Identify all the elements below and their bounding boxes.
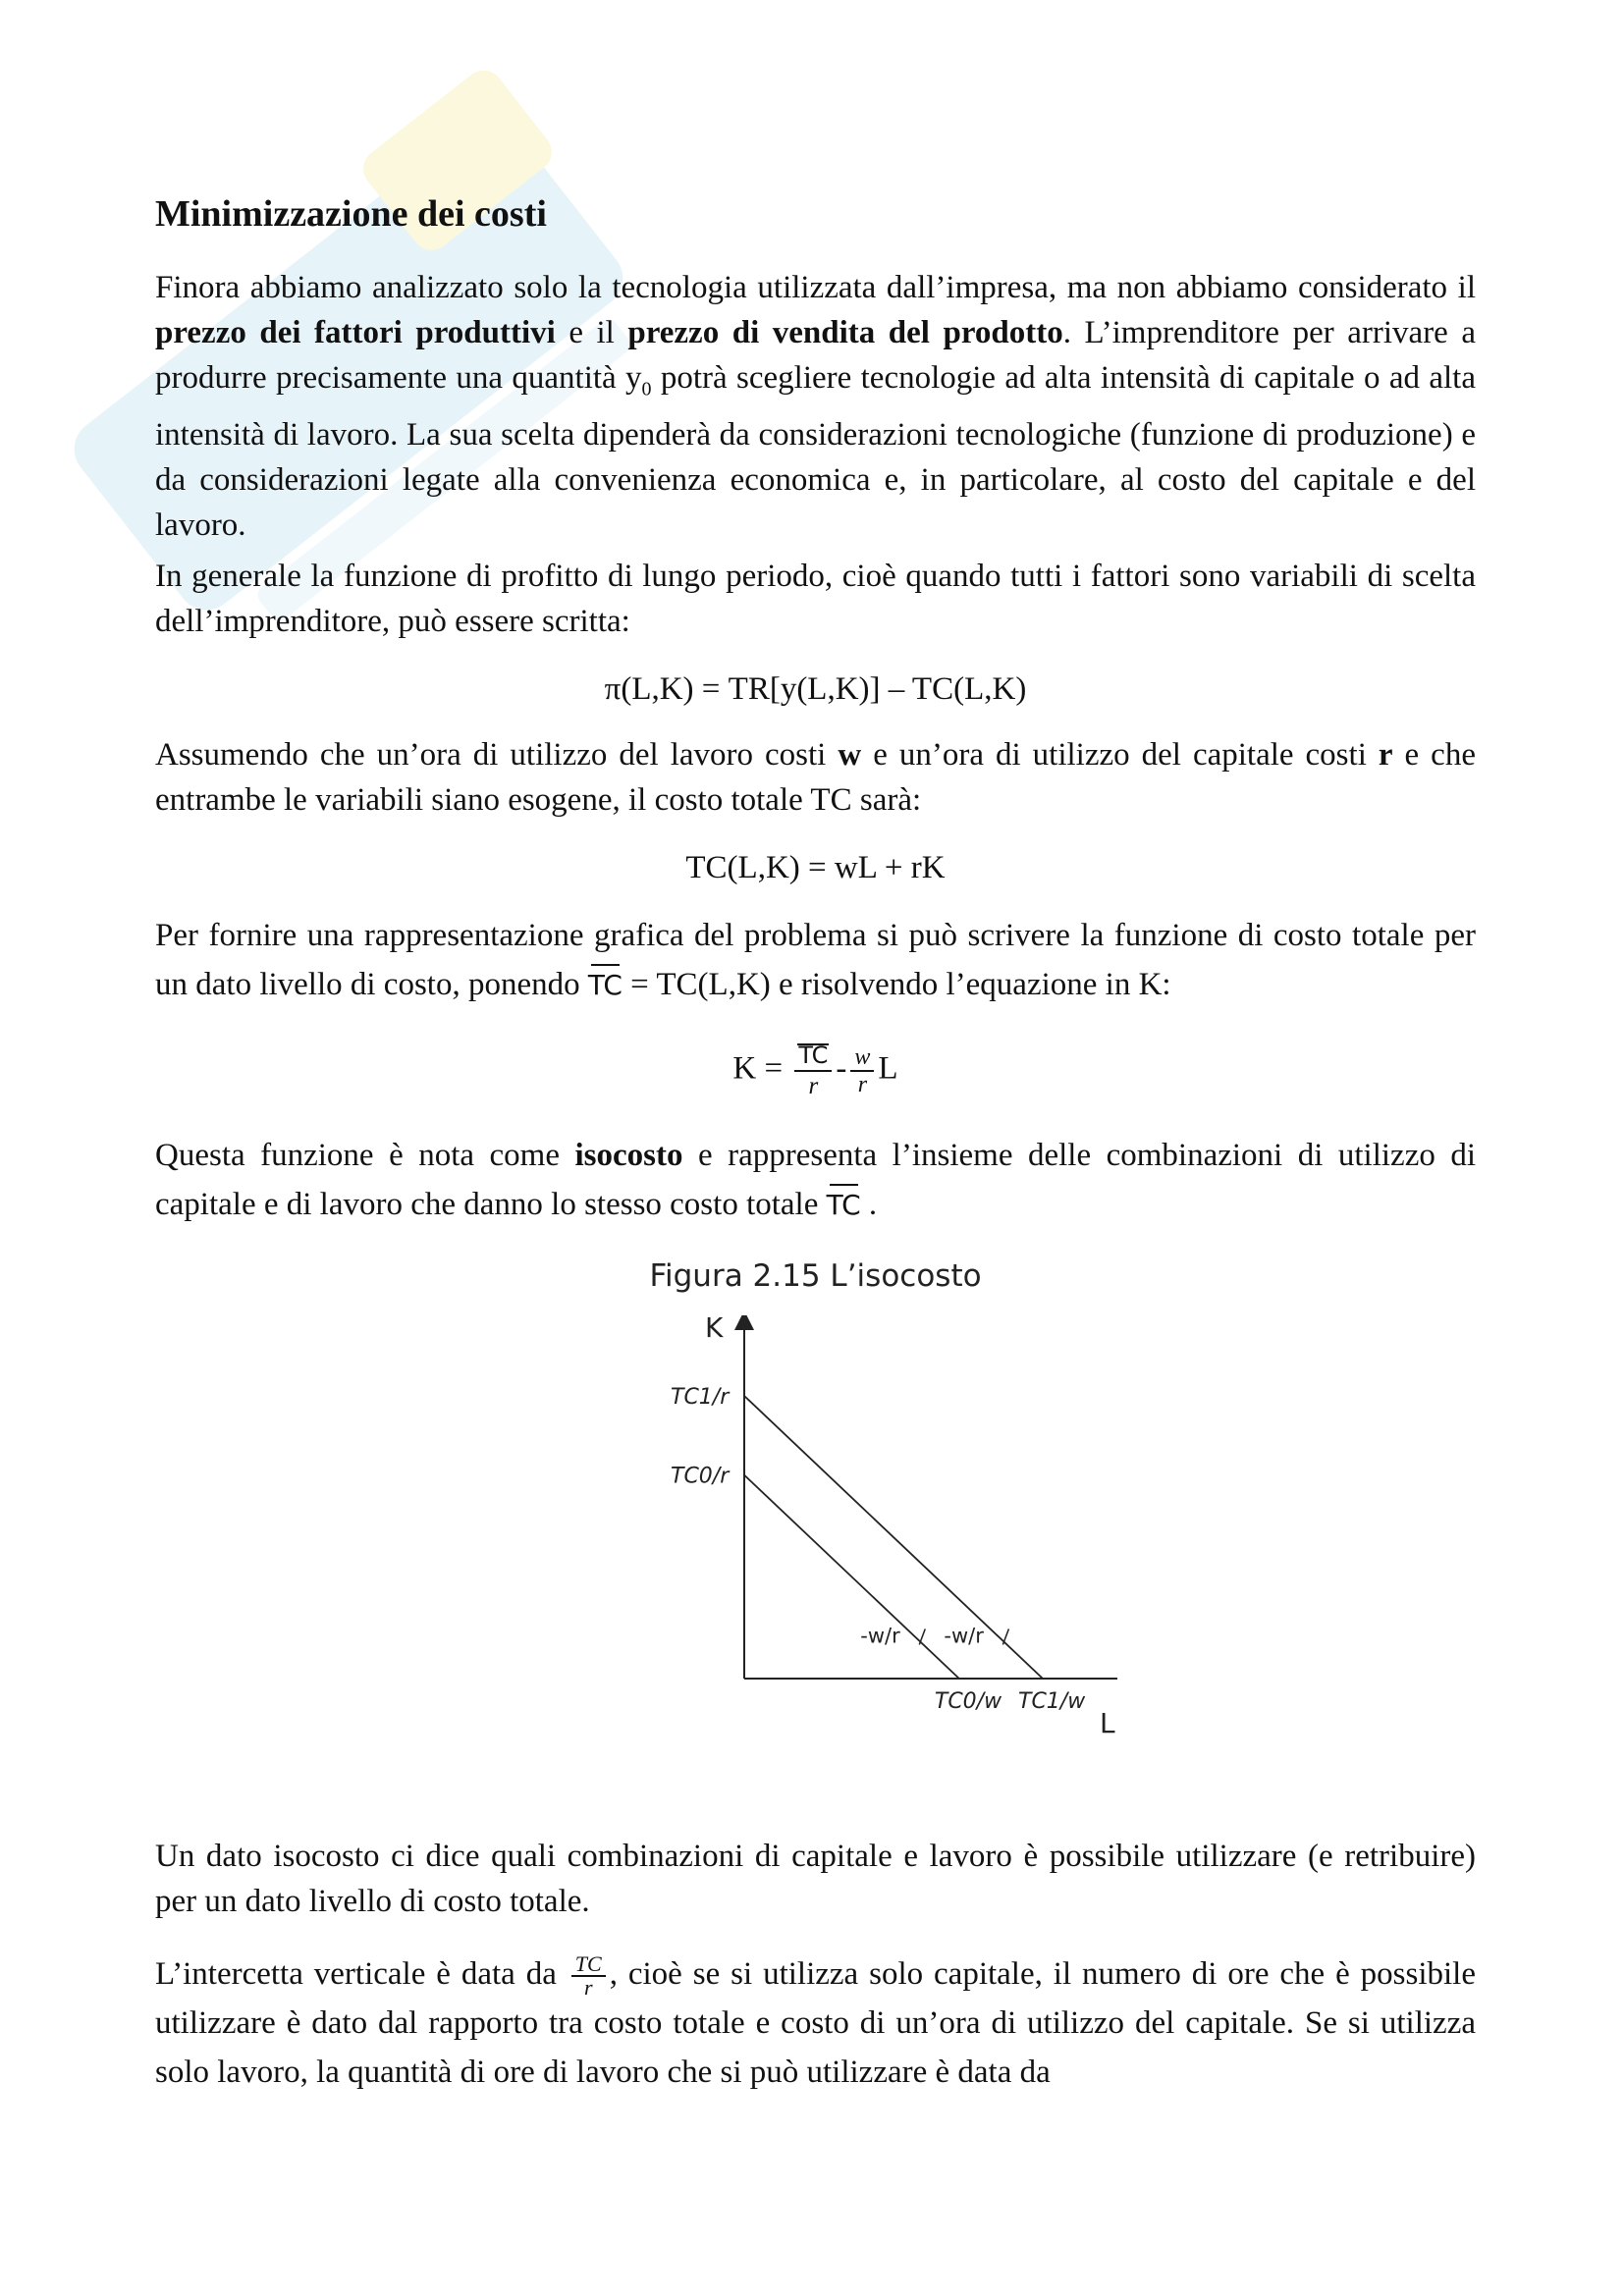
tc-bar-symbol: TC: [588, 961, 623, 1010]
x-intercept-label-1: TC1/w: [1018, 1689, 1086, 1714]
x-axis-label: L: [1100, 1707, 1115, 1737]
y-intercept-label-1: TC1/r: [671, 1385, 730, 1410]
paragraph-profit: In generale la funzione di profitto di lungo periodo, cioè quando tutti i fattori sono variabili di scelta dell’imprenditore, può essere scritta:: [155, 559, 1476, 639]
isocost-chart: [617, 1315, 1127, 1737]
slope-tick-1: [1002, 1629, 1008, 1644]
y-intercept-label-0: TC0/r: [671, 1464, 730, 1489]
isocost-line-0: [744, 1475, 959, 1679]
section-title: Minimizzazione dei costi: [155, 193, 547, 235]
paragraph-graphic: Per fornire una rappresentazione grafica del problema si può scrivere la funzione di costo totale per un dato livello di costo, ponendo TC = TC(L,K) e risolvendo l’equazione in K:: [155, 911, 1476, 1010]
paragraph-cost-assumption: Assumendo che un’ora di utilizzo del lavoro costi w e un’ora di utilizzo del capitale costi r e che entrambe le variabili siano esogene, il costo totale TC sarà:: [155, 737, 1476, 818]
paragraph-intro: Finora abbiamo analizzato solo la tecnologia utilizzata dall’impresa, ma non abbiamo considerato il prezzo dei fattori produttivi e il prezzo di vendita del prodotto. L’imprenditore per arrivare a produrre precisamente una quantità $y_0$ potrà scegliere tecnologie ad alta intensità di capitale o ad alta intensità di lavoro. La sua scelta dipenderà da considerazioni tecnologiche (funzione di produzione) e da considerazioni legate alla convenienza economica e, in particolare, al costo del capitale e del lavoro.: [155, 270, 1476, 543]
y-axis-label: K: [705, 1315, 724, 1344]
slope-label-1: -w/r: [944, 1624, 984, 1648]
equation-isocost: K = $\frac{TC}{r}$ - $\frac{w}{r}$ L: [732, 1041, 898, 1099]
x-intercept-label-0: TC0/w: [934, 1689, 1002, 1714]
equation-total-cost: TC(L,K) = wL + rK: [685, 850, 946, 885]
slope-tick-0: [919, 1629, 925, 1644]
tc-bar-symbol: TC: [827, 1181, 861, 1230]
paragraph-isocost-def: Questa funzione è nota come isocosto e rappresenta l’insieme delle combinazioni di utilizzo di capitale e di lavoro che danno lo stesso costo totale TC .: [155, 1131, 1476, 1230]
slope-label-0: -w/r: [860, 1624, 900, 1648]
fraction-w-over-r: $\frac{w}{r}$: [850, 1044, 874, 1097]
fraction-tc-over-r: $\frac{TC}{r}$: [794, 1041, 832, 1101]
fraction-tc-over-r-inline: $\frac{TC}{r}$: [571, 1953, 606, 1999]
figure-title: Figura 2.15 L’isocosto: [649, 1258, 982, 1294]
equation-profit: π(L,K) = TR[y(L,K)] – TC(L,K): [604, 671, 1027, 707]
paragraph-intercept: L’intercetta verticale è data da $\frac{TC}{r}$ , cioè se si utilizza solo capitale, il numero di ore che è possibile utilizzare è dato dal rapporto tra costo totale e costo di un’ora di utilizzo del capitale. Se si utilizza solo lavoro, la quantità di ore di lavoro che si può utilizzare è data da: [155, 1951, 1476, 2091]
paragraph-isocost-meaning: Un dato isocosto ci dice quali combinazioni di capitale e lavoro è possibile utilizzare (e retribuire) per un dato livello di costo totale.: [155, 1839, 1476, 1919]
